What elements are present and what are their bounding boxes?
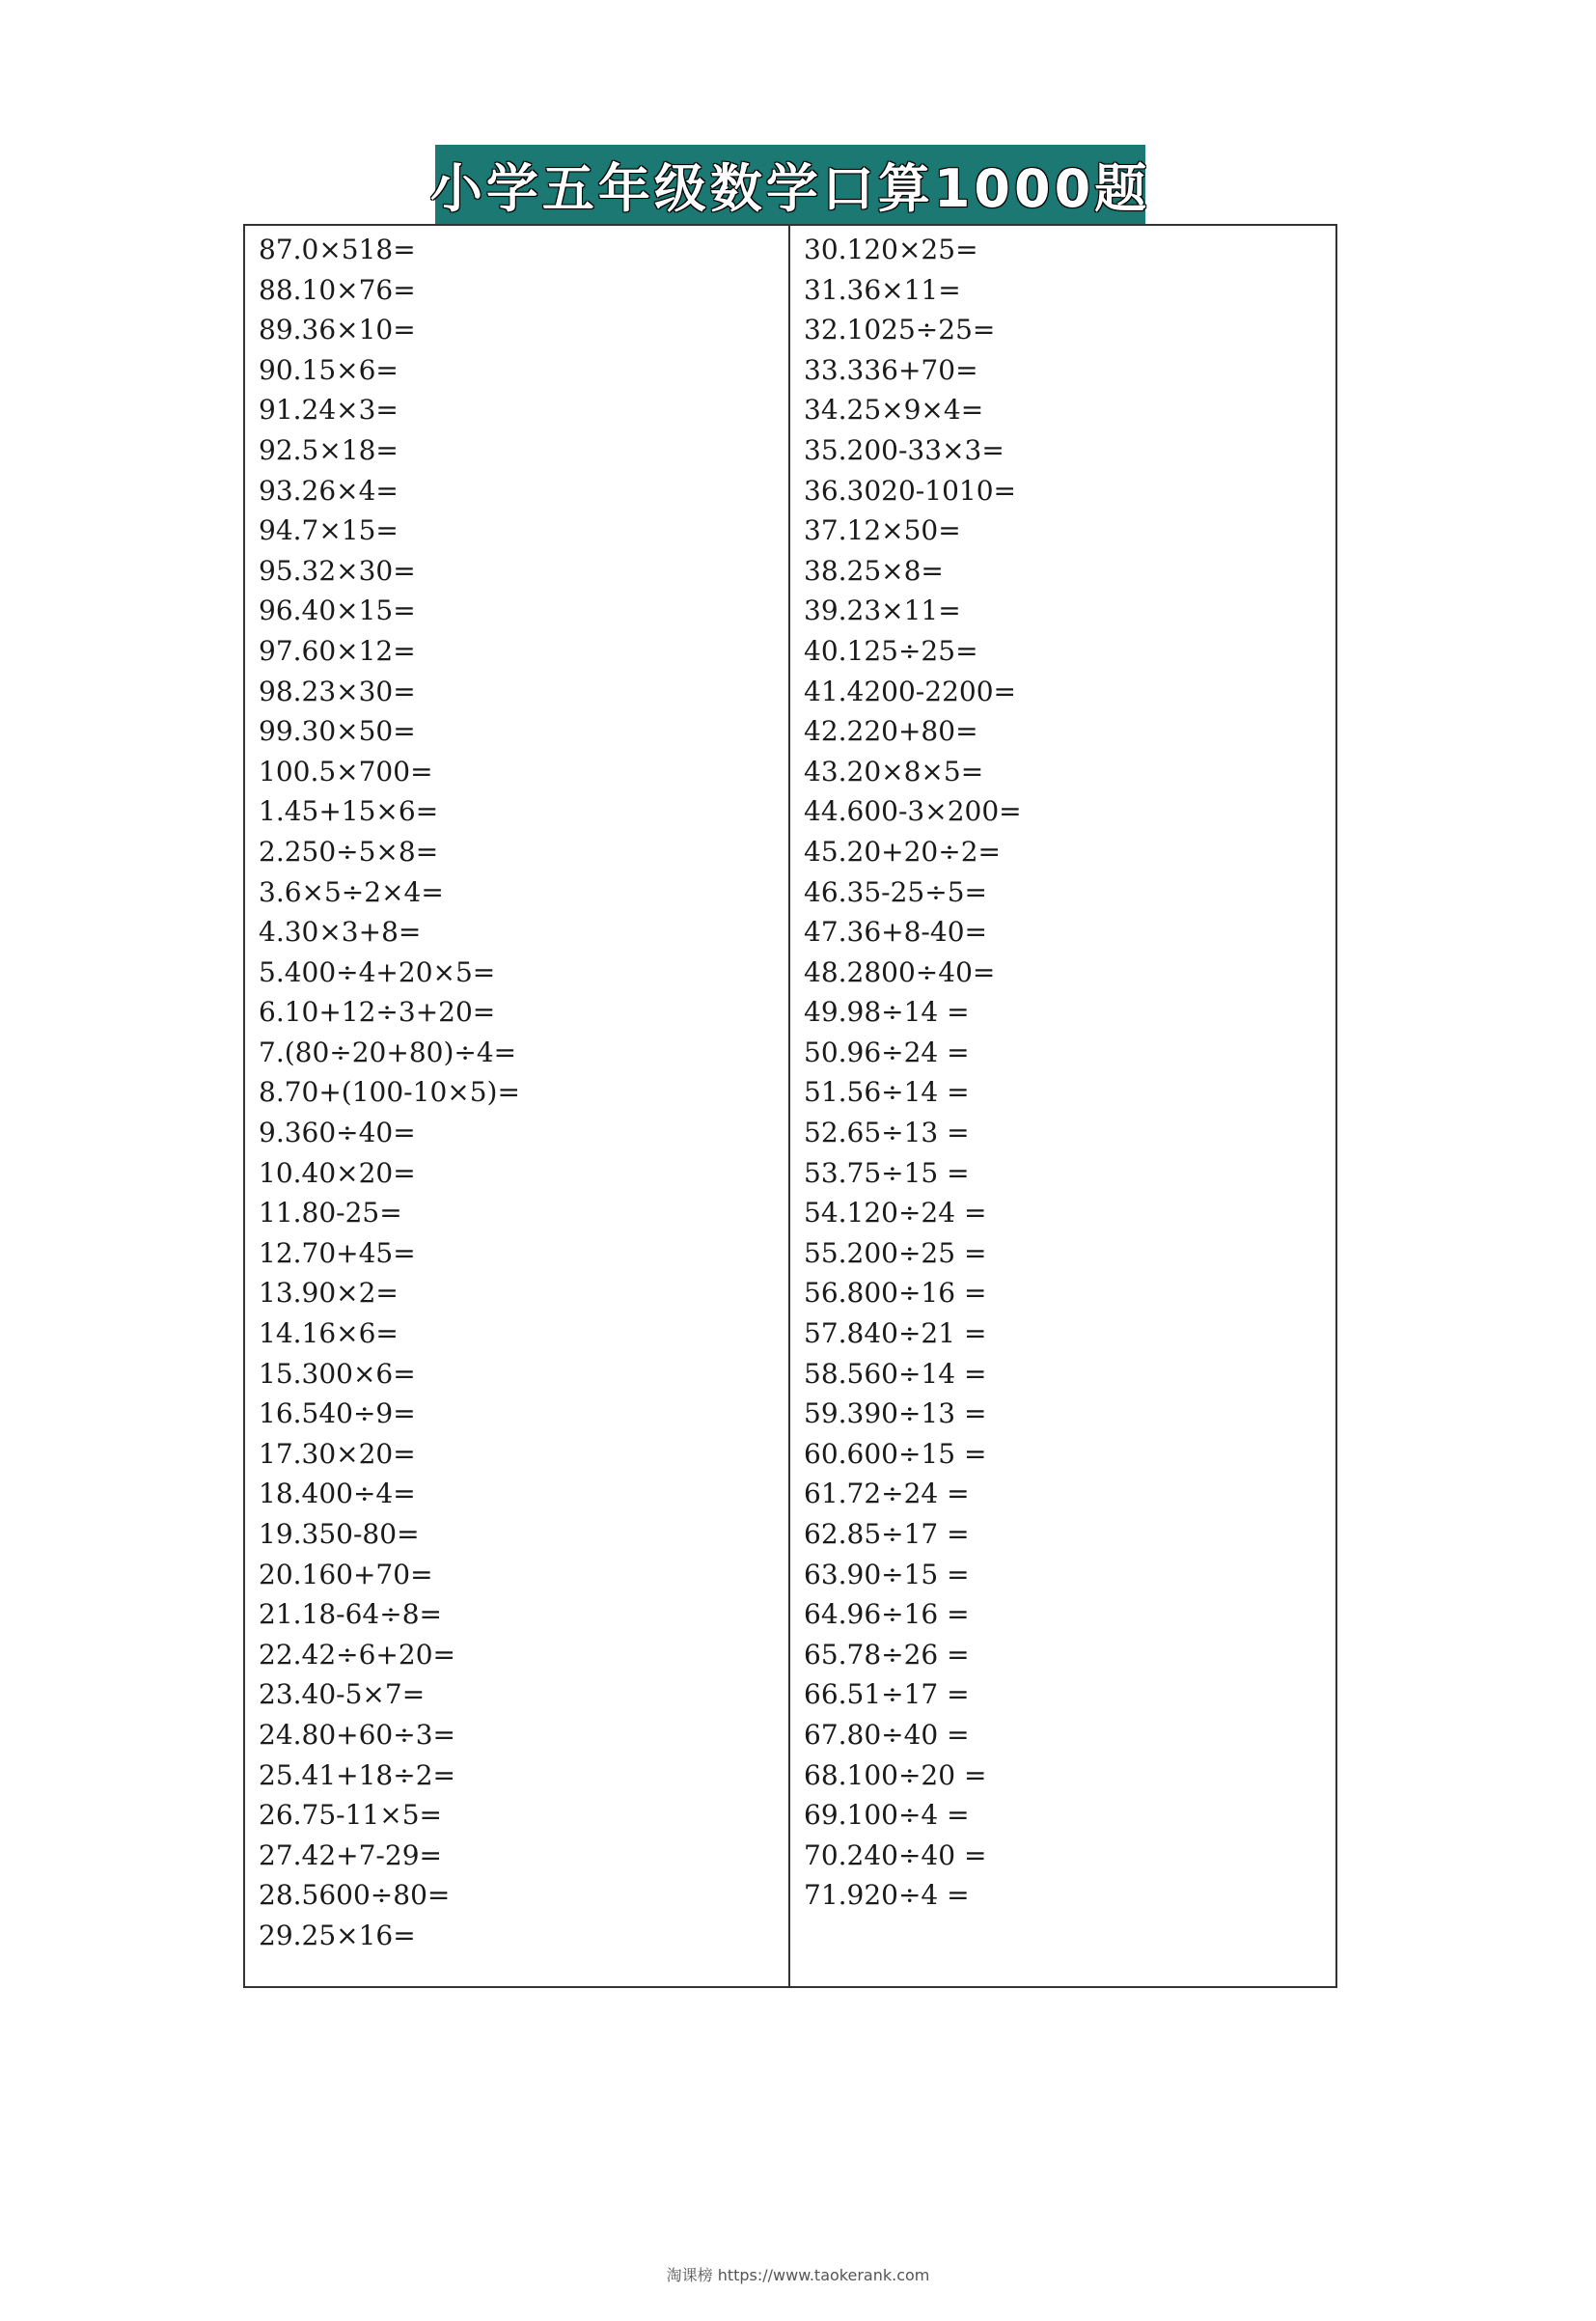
problem-item: 70.240÷40 = <box>804 1838 987 1871</box>
problem-item: 14.16×6= <box>259 1317 399 1350</box>
problem-item: 17.30×20= <box>259 1437 416 1470</box>
problem-item: 3.6×5÷2×4= <box>259 875 444 908</box>
problem-item: 15.300×6= <box>259 1357 416 1390</box>
problem-item: 93.26×4= <box>259 474 399 507</box>
problem-item: 71.920÷4 = <box>804 1879 970 1912</box>
problem-item: 5.400÷4+20×5= <box>259 955 496 988</box>
problem-item: 18.400÷4= <box>259 1478 416 1510</box>
problem-item: 16.540÷9= <box>259 1397 416 1430</box>
problem-item: 91.24×3= <box>259 394 399 427</box>
problem-item: 65.78÷26 = <box>804 1638 970 1671</box>
problem-item: 44.600-3×200= <box>804 795 1022 828</box>
problem-item: 54.120÷24 = <box>804 1197 987 1230</box>
problem-item: 47.36+8-40= <box>804 916 987 949</box>
problem-item: 68.100÷20 = <box>804 1758 987 1791</box>
problem-item: 48.2800÷40= <box>804 955 996 988</box>
problem-item: 1.45+15×6= <box>259 795 439 828</box>
problem-item: 92.5×18= <box>259 433 399 466</box>
problem-item: 20.160+70= <box>259 1558 433 1590</box>
problem-item: 28.5600÷80= <box>259 1879 451 1912</box>
problem-item: 21.18-64÷8= <box>259 1598 442 1631</box>
page-title: 小学五年级数学口算1000题 <box>429 157 1151 219</box>
problem-item: 89.36×10= <box>259 314 416 346</box>
footer-watermark: 淘课榜 https://www.taokerank.com <box>666 2266 930 2284</box>
problem-item: 12.70+45= <box>259 1236 416 1269</box>
problem-item: 43.20×8×5= <box>804 755 984 787</box>
problem-item: 10.40×20= <box>259 1156 416 1189</box>
problem-item: 62.85÷17 = <box>804 1518 970 1550</box>
problem-item: 98.23×30= <box>259 675 416 707</box>
problem-item: 6.10+12÷3+20= <box>259 996 496 1029</box>
problem-item: 61.72÷24 = <box>804 1478 970 1510</box>
problem-item: 63.90÷15 = <box>804 1558 970 1590</box>
problem-item: 37.12×50= <box>804 514 961 547</box>
problem-item: 55.200÷25 = <box>804 1236 987 1269</box>
problem-item: 88.10×76= <box>259 273 416 306</box>
problem-item: 4.30×3+8= <box>259 916 422 949</box>
problem-item: 24.80+60÷3= <box>259 1718 455 1751</box>
problem-item: 99.30×50= <box>259 715 416 748</box>
problem-item: 26.75-11×5= <box>259 1799 442 1832</box>
problem-item: 60.600÷15 = <box>804 1437 987 1470</box>
problem-item: 11.80-25= <box>259 1197 402 1230</box>
problem-item: 41.4200-2200= <box>804 675 1016 707</box>
problem-item: 46.35-25÷5= <box>804 875 987 908</box>
problem-item: 95.32×30= <box>259 554 416 587</box>
problem-item: 19.350-80= <box>259 1518 420 1550</box>
problem-item: 49.98÷14 = <box>804 996 970 1029</box>
problem-item: 25.41+18÷2= <box>259 1758 455 1791</box>
problem-item: 34.25×9×4= <box>804 394 984 427</box>
problems-table <box>243 224 1337 1988</box>
problem-item: 87.0×518= <box>259 234 416 265</box>
problem-item: 7.(80÷20+80)÷4= <box>259 1036 517 1068</box>
left-column <box>245 226 790 1986</box>
problem-item: 2.250÷5×8= <box>259 835 439 868</box>
problem-item: 50.96÷24 = <box>804 1036 970 1068</box>
problem-item: 52.65÷13 = <box>804 1117 970 1149</box>
problem-item: 97.60×12= <box>259 634 416 667</box>
problem-item: 9.360÷40= <box>259 1117 416 1149</box>
problem-item: 36.3020-1010= <box>804 474 1016 507</box>
problem-item: 64.96÷16 = <box>804 1598 970 1631</box>
problem-item: 94.7×15= <box>259 514 399 547</box>
problem-item: 38.25×8= <box>804 554 944 587</box>
problem-item: 22.42÷6+20= <box>259 1638 455 1671</box>
problem-item: 69.100÷4 = <box>804 1799 970 1832</box>
problem-item: 45.20+20÷2= <box>804 835 1001 868</box>
problem-item: 13.90×2= <box>259 1277 399 1310</box>
problem-item: 57.840÷21 = <box>804 1317 987 1350</box>
problem-item: 42.220+80= <box>804 715 978 748</box>
problem-item: 33.336+70= <box>804 353 978 386</box>
problem-item: 59.390÷13 = <box>804 1397 987 1430</box>
problem-item: 51.56÷14 = <box>804 1076 970 1109</box>
problem-item: 66.51÷17 = <box>804 1678 970 1711</box>
problem-item: 67.80÷40 = <box>804 1718 970 1751</box>
problem-item: 27.42+7-29= <box>259 1838 442 1871</box>
problem-item: 56.800÷16 = <box>804 1277 987 1310</box>
right-column <box>790 226 1335 1986</box>
problem-item: 29.25×16= <box>259 1919 416 1951</box>
problem-item: 40.125÷25= <box>804 634 978 667</box>
problem-item: 8.70+(100-10×5)= <box>259 1076 520 1109</box>
problem-item: 53.75÷15 = <box>804 1156 970 1189</box>
problem-item: 58.560÷14 = <box>804 1357 987 1390</box>
problem-item: 39.23×11= <box>804 594 961 627</box>
problem-item: 96.40×15= <box>259 594 416 627</box>
problem-item: 35.200-33×3= <box>804 433 1004 466</box>
problem-item: 100.5×700= <box>259 755 433 787</box>
problem-item: 90.15×6= <box>259 353 399 386</box>
problem-item: 23.40-5×7= <box>259 1678 426 1711</box>
problem-item: 31.36×11= <box>804 273 961 306</box>
title-banner <box>429 145 1151 224</box>
problem-item: 32.1025÷25= <box>804 314 996 346</box>
problem-item: 30.120×25= <box>804 234 978 265</box>
